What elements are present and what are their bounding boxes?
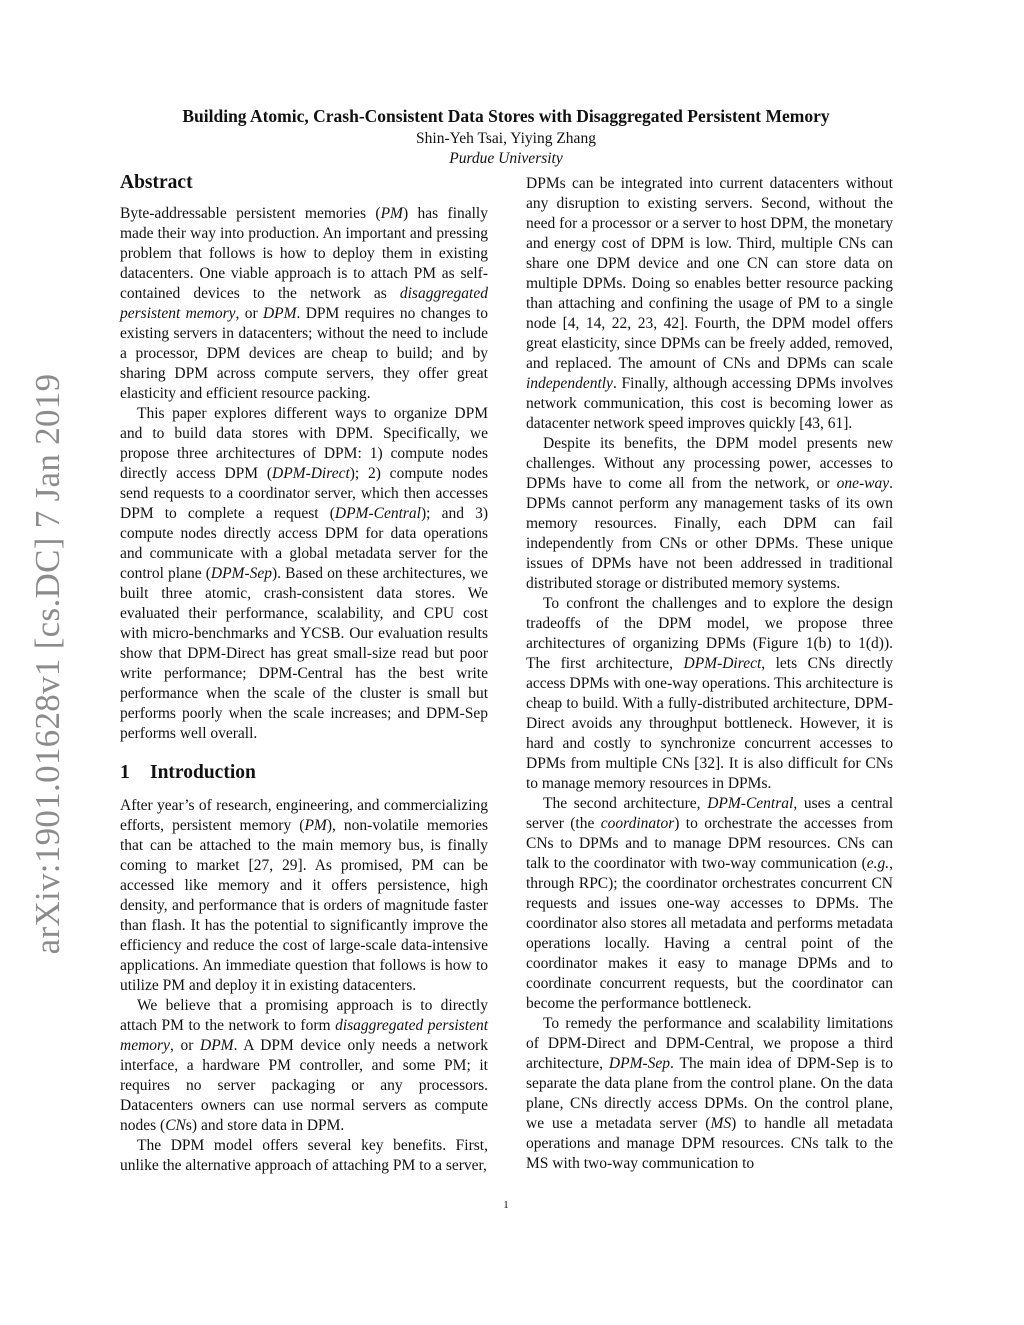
left-column — [120, 170, 488, 1176]
right-column — [526, 174, 893, 1174]
right-paragraph-4: The second architecture, DPM-Central, uses a central server (the coordinator) to orchestrate the accesses from CNs to DPMs and to manage DPM resources. CNs can talk to the coordinator with two-way communication (e.g., through RPC); the coordinator orchestrates concurrent CN requests and issues one-way accesses to DPMs. The coordinator also stores all metadata and performs metadata operations locally. Having a central point of the coordinator makes it easy to manage DPMs and to coordinate concurrent requests, but the coordinator can become the performance bottleneck. — [526, 795, 894, 1012]
abstract-paragraph-2: This paper explores different ways to organize DPM and to build data stores with DPM. Specifically, we propose three architectures of DPM: 1) compute nodes directly access DPM (DPM-Direct); 2) compute nodes send requests to a coordinator server, which then accesses DPM to complete a request (DPM-Central); and 3) compute nodes directly access DPM for data operations and communicate with a global metadata server for the control plane (DPM-Sep). Based on these architectures, we built three atomic, crash-consistent data stores. We evaluated their performance, scalability, and CPU cost with micro-benchmarks and YCSB. Our evaluation results show that DPM-Direct has great small-size read but poor write performance; DPM-Central has the best write performance when the scale of the cluster is small but performs poorly when the scale increases; and DPM-Sep performs well overall. — [120, 405, 488, 742]
arxiv-sidebar — [27, 368, 69, 960]
paper-authors: Shin-Yeh Tsai, Yiying Zhang — [416, 130, 596, 147]
right-paragraph-1: DPMs can be integrated into current datacenters without any disruption to existing servers. Second, without the need for a processor or a server to host DPM, the monetary and energy cost of DPM is low. Third, multiple CNs can share one DPM device and one CN can store data on multiple DPMs. Doing so enables better resource packing than attaching and confining the usage of PM to a single node [4, 14, 22, 23, 42]. Fourth, the DPM model offers great elasticity, since DPMs can be freely added, removed, and replaced. The amount of CNs and DPMs can scale independently. Finally, although accessing DPMs involves network communication, this cost is becoming lower as datacenter network speed improves quickly [43, 61]. — [526, 175, 893, 432]
intro-paragraph-1: After year’s of research, engineering, and commercializing efforts, persistent memory (PM), non-volatile memories that can be attached to the main memory bus, is finally coming to market [27, 29]. As promised, PM can be accessed like memory and it offers persistence, high density, and performance that is orders of magnitude faster than flash. It has the potential to significantly improve the efficiency and reduce the cost of large-scale data-intensive applications. An immediate question that follows is how to utilize PM and deploy it in existing datacenters. — [120, 797, 488, 994]
abstract-paragraph-1: Byte-addressable persistent memories (PM) has finally made their way into production. An important and pressing problem that follows is how to deploy them in existing datacenters. One viable approach is to attach PM as self-contained devices to the network as disaggregated persistent memory, or DPM. DPM requires no changes to existing servers in datacenters; without the need to include a processor, DPM devices are cheap to build; and by sharing DPM across compute servers, they offer great elasticity and efficient resource packing. — [120, 205, 489, 402]
intro-paragraph-3: The DPM model offers several key benefits. First, unlike the alternative approach of attaching PM to a server, — [120, 1137, 488, 1174]
paper-affiliation: Purdue University — [449, 150, 563, 167]
right-paragraph-3: To confront the challenges and to explore the design tradeoffs of the DPM model, we propose three architectures of organizing DPMs (Figure 1(b) to 1(d)). The first architecture, DPM-Direct, lets CNs directly access DPMs with one-way operations. This architecture is cheap to build. With a fully-distributed architecture, DPM-Direct avoids any throughput bottleneck. However, it is hard and costly to synchronize concurrent accesses to DPMs from multiple CNs [32]. It is also difficult for CNs to manage memory resources in DPMs. — [526, 595, 893, 792]
right-paragraph-5: To remedy the performance and scalability limitations of DPM-Direct and DPM-Central, we propose a third architecture, DPM-Sep. The main idea of DPM-Sep is to separate the data plane from the control plane. On the data plane, CNs directly access DPMs. On the control plane, we use a metadata server (MS) to handle all metadata operations and manage DPM resources. CNs talk to the MS with two-way communication to — [526, 1015, 893, 1172]
arxiv-identifier: arXiv:1901.01628v1 [cs.DC] 7 Jan 2019 — [28, 373, 67, 955]
right-paragraph-2: Despite its benefits, the DPM model presents new challenges. Without any processing power, accesses to DPMs have to come all from the network, or one-way. DPMs cannot perform any management tasks of its own memory resources. Finally, each DPM can fail independently from CNs or other DPMs. These unique issues of DPMs have not been addressed in traditional distributed storage or distributed memory systems. — [526, 435, 893, 592]
abstract-heading: Abstract — [120, 172, 193, 193]
section-title: Introduction — [150, 762, 256, 783]
section-number: 1 — [120, 762, 130, 783]
paper-header — [120, 104, 892, 169]
page-number: 1 — [503, 1199, 509, 1211]
intro-paragraph-2: We believe that a promising approach is to directly attach PM to the network to form disaggregated persistent memory, or DPM. A DPM device only needs a network interface, a hardware PM controller, and some PM; it requires no server packaging or any processors. Datacenters owners can use normal servers as compute nodes (CNs) and store data in DPM. — [120, 997, 489, 1134]
paper-title: Building Atomic, Crash-Consistent Data Stores with Disaggregated Persistent Memory — [182, 106, 830, 126]
introduction-heading — [120, 760, 488, 786]
